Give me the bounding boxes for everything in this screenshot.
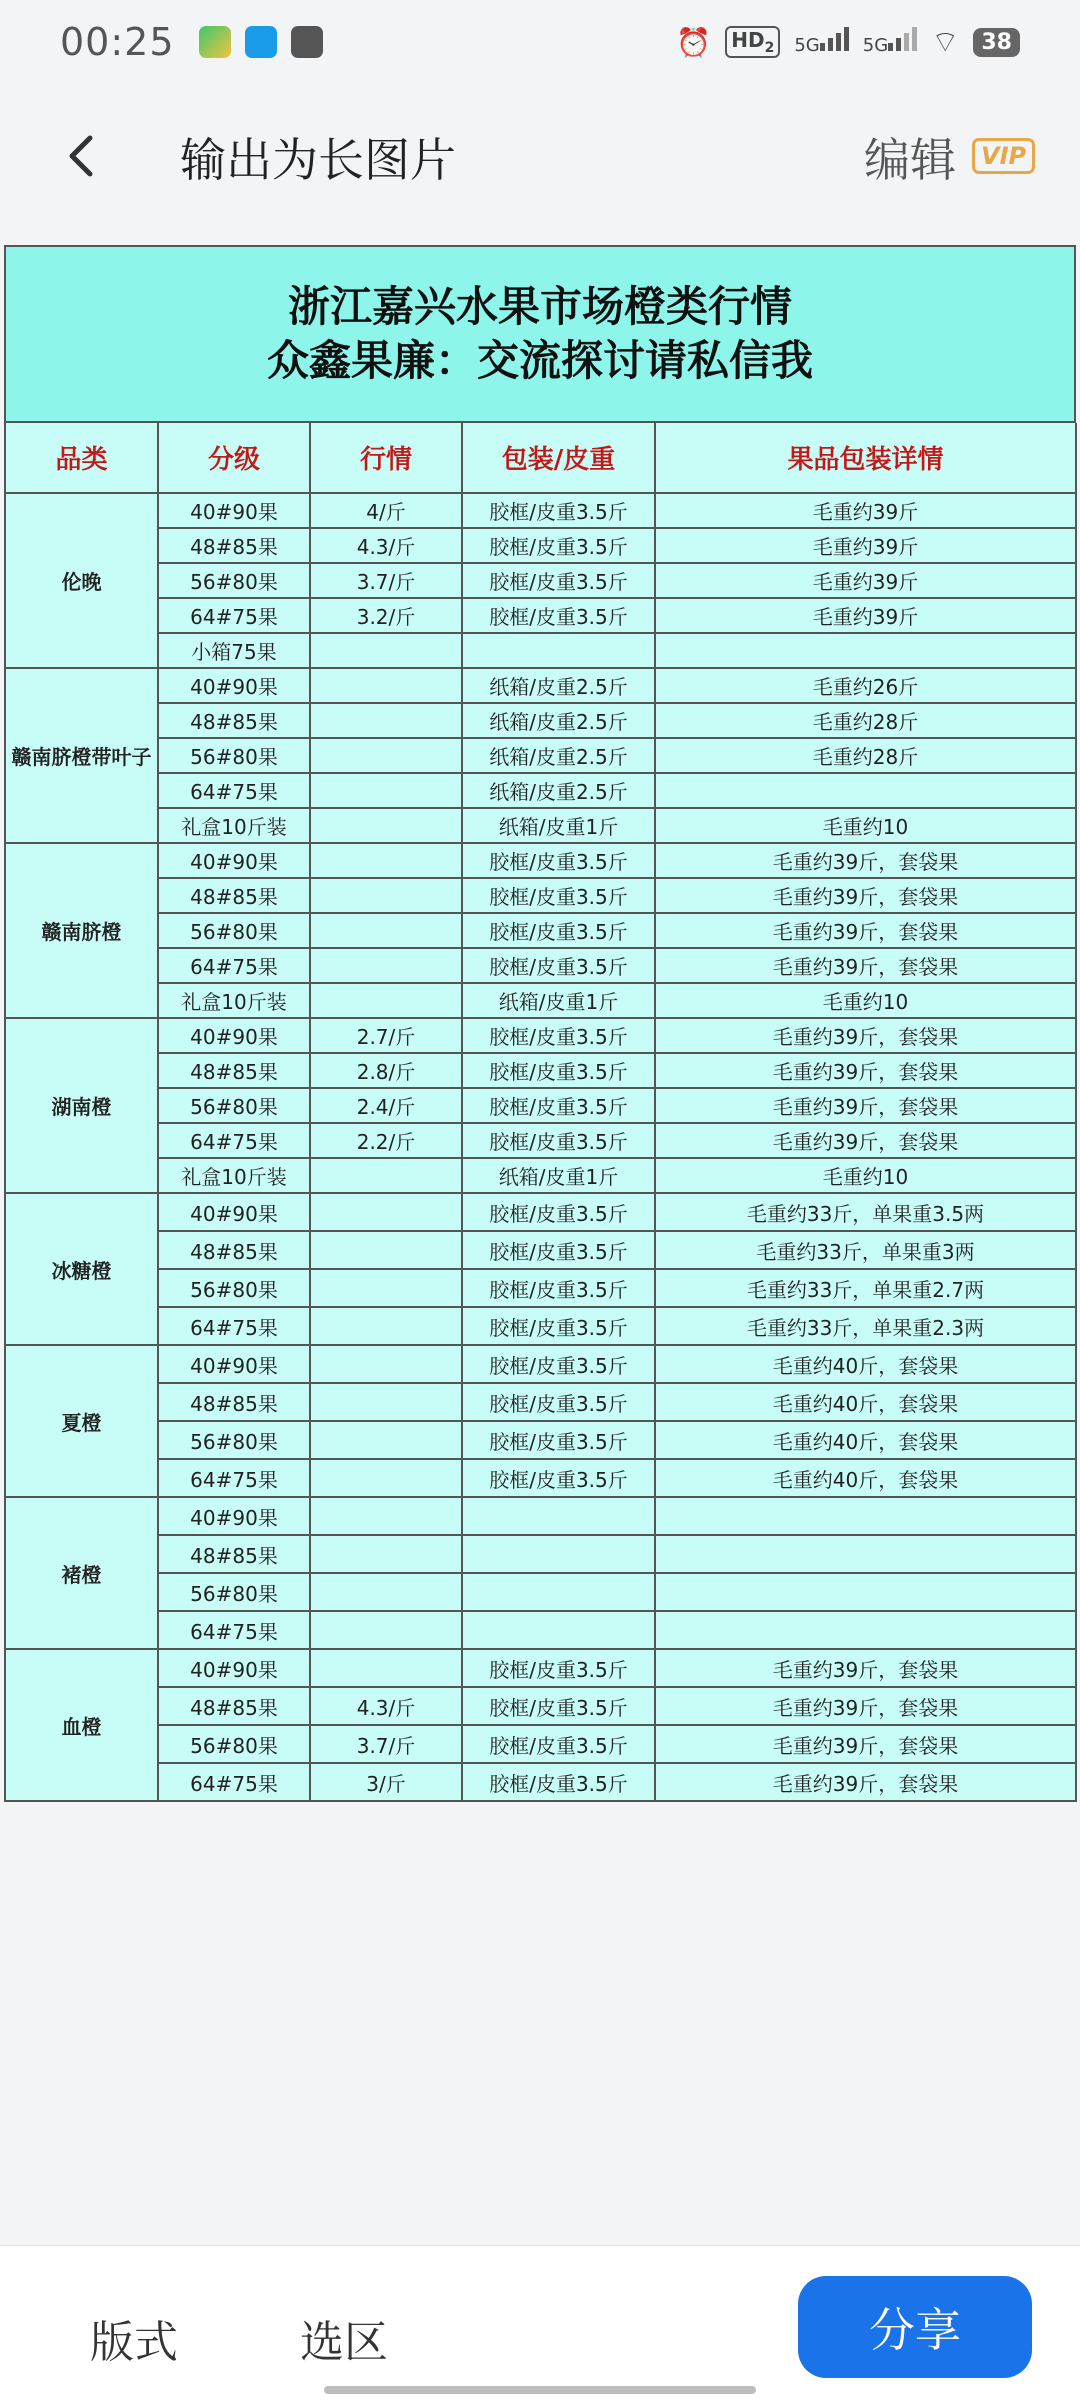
detail-cell: 毛重约40斤，套袋果: [655, 1345, 1076, 1383]
grade-cell: 48#85果: [158, 1231, 310, 1269]
table-row: [6, 598, 1076, 633]
price-cell: [310, 1383, 462, 1421]
packaging-cell: 胶框/皮重3.5斤: [462, 1231, 655, 1269]
grade-cell: 56#80果: [158, 913, 310, 948]
packaging-cell: 纸箱/皮重1斤: [462, 1158, 655, 1193]
page-title: 输出为长图片: [180, 133, 456, 187]
detail-cell: 毛重约39斤，套袋果: [655, 878, 1076, 913]
detail-cell: 毛重约33斤，单果重3两: [655, 1231, 1076, 1269]
price-cell: 2.7/斤: [310, 1018, 462, 1053]
detail-cell: 毛重约39斤，套袋果: [655, 843, 1076, 878]
grade-cell: 40#90果: [158, 1649, 310, 1687]
grade-cell: 56#80果: [158, 1573, 310, 1611]
price-cell: [310, 1345, 462, 1383]
price-cell: [310, 1158, 462, 1193]
grade-cell: 48#85果: [158, 878, 310, 913]
status-indicators: [676, 23, 1020, 61]
grade-cell: 40#90果: [158, 668, 310, 703]
packaging-cell: 胶框/皮重3.5斤: [462, 1459, 655, 1497]
table-row: [6, 1231, 1076, 1269]
detail-cell: [655, 1535, 1076, 1573]
packaging-cell: 纸箱/皮重2.5斤: [462, 703, 655, 738]
table-row: [6, 773, 1076, 808]
packaging-cell: 纸箱/皮重2.5斤: [462, 738, 655, 773]
detail-cell: 毛重约40斤，套袋果: [655, 1421, 1076, 1459]
detail-cell: 毛重约26斤: [655, 668, 1076, 703]
price-cell: [310, 983, 462, 1018]
packaging-cell: 纸箱/皮重1斤: [462, 983, 655, 1018]
category-cell: 冰糖橙: [6, 1193, 158, 1345]
table-row: [6, 1725, 1076, 1763]
grade-cell: 48#85果: [158, 1535, 310, 1573]
price-cell: [310, 913, 462, 948]
detail-cell: [655, 633, 1076, 668]
detail-cell: 毛重约39斤，套袋果: [655, 1123, 1076, 1158]
column-header: 果品包装详情: [655, 423, 1076, 493]
grade-cell: 48#85果: [158, 1053, 310, 1088]
price-cell: [310, 948, 462, 983]
packaging-cell: [462, 633, 655, 668]
table-row: [6, 1088, 1076, 1123]
hd-icon: $HD_2$: [725, 26, 780, 58]
detail-cell: 毛重约39斤，套袋果: [655, 1725, 1076, 1763]
price-cell: [310, 1269, 462, 1307]
price-cell: 2.4/斤: [310, 1088, 462, 1123]
grade-cell: 48#85果: [158, 528, 310, 563]
price-cell: 2.8/斤: [310, 1053, 462, 1088]
table-row: [6, 1611, 1076, 1649]
table-row: [6, 1307, 1076, 1345]
packaging-cell: 胶框/皮重3.5斤: [462, 913, 655, 948]
detail-cell: 毛重约39斤，套袋果: [655, 1687, 1076, 1725]
grade-cell: 礼盒10斤装: [158, 1158, 310, 1193]
alarm-icon: ⏰: [676, 25, 712, 59]
packaging-cell: 胶框/皮重3.5斤: [462, 1269, 655, 1307]
column-header: 包装/皮重: [462, 423, 655, 493]
price-cell: [310, 668, 462, 703]
detail-cell: 毛重约33斤，单果重3.5两: [655, 1193, 1076, 1231]
price-cell: [310, 1193, 462, 1231]
table-row: [6, 1459, 1076, 1497]
packaging-cell: 胶框/皮重3.5斤: [462, 1649, 655, 1687]
grade-cell: 64#75果: [158, 598, 310, 633]
grade-cell: 小箱75果: [158, 633, 310, 668]
table-row: [6, 1763, 1076, 1801]
grade-cell: 礼盒10斤装: [158, 983, 310, 1018]
browser-app-icon: [245, 26, 277, 58]
price-cell: 4.3/斤: [310, 528, 462, 563]
price-cell: [310, 738, 462, 773]
detail-cell: 毛重约39斤，套袋果: [655, 913, 1076, 948]
price-cell: [310, 1421, 462, 1459]
detail-cell: 毛重约33斤，单果重2.3两: [655, 1307, 1076, 1345]
grade-cell: 64#75果: [158, 1307, 310, 1345]
packaging-cell: 胶框/皮重3.5斤: [462, 598, 655, 633]
battery-icon: 38: [973, 28, 1020, 57]
price-cell: [310, 808, 462, 843]
table-row: [6, 493, 1076, 528]
price-cell: [310, 843, 462, 878]
table-row: [6, 983, 1076, 1018]
detail-cell: 毛重约39斤，套袋果: [655, 1018, 1076, 1053]
price-cell: 4/斤: [310, 493, 462, 528]
packaging-cell: 胶框/皮重3.5斤: [462, 563, 655, 598]
grade-cell: 56#80果: [158, 1725, 310, 1763]
packaging-cell: 胶框/皮重3.5斤: [462, 493, 655, 528]
price-cell: [310, 1611, 462, 1649]
packaging-cell: [462, 1611, 655, 1649]
flash-app-icon: [291, 26, 323, 58]
edit-button[interactable]: 编辑: [864, 133, 956, 187]
price-cell: [310, 1497, 462, 1535]
table-row: [6, 1497, 1076, 1535]
price-cell: [310, 1231, 462, 1269]
table-row: [6, 1383, 1076, 1421]
packaging-cell: 胶框/皮重3.5斤: [462, 1687, 655, 1725]
table-row: [6, 913, 1076, 948]
table-row: [6, 1649, 1076, 1687]
sheet-title: [6, 247, 1076, 423]
status-time: 00:25: [60, 20, 175, 64]
packaging-cell: 胶框/皮重3.5斤: [462, 528, 655, 563]
packaging-cell: 胶框/皮重3.5斤: [462, 948, 655, 983]
packaging-cell: 纸箱/皮重1斤: [462, 808, 655, 843]
detail-cell: [655, 1611, 1076, 1649]
detail-cell: 毛重约39斤: [655, 598, 1076, 633]
grade-cell: 56#80果: [158, 738, 310, 773]
column-header: 行情: [310, 423, 462, 493]
game-app-icon: [199, 26, 231, 58]
detail-cell: 毛重约39斤，套袋果: [655, 1649, 1076, 1687]
vip-badge: VIP: [972, 138, 1035, 174]
sheet-title-line-2: 众鑫果廉：交流探讨请私信我: [266, 336, 813, 385]
price-cell: [310, 878, 462, 913]
grade-cell: 64#75果: [158, 1459, 310, 1497]
detail-cell: 毛重约33斤，单果重2.7两: [655, 1269, 1076, 1307]
packaging-cell: 胶框/皮重3.5斤: [462, 1123, 655, 1158]
detail-cell: 毛重约28斤: [655, 703, 1076, 738]
packaging-cell: [462, 1535, 655, 1573]
layout-button[interactable]: 版式: [90, 2317, 178, 2368]
grade-cell: 40#90果: [158, 1497, 310, 1535]
table-row: [6, 1345, 1076, 1383]
table-row: [6, 1053, 1076, 1088]
home-indicator: [324, 2386, 756, 2394]
grade-cell: 56#80果: [158, 1269, 310, 1307]
packaging-cell: 胶框/皮重3.5斤: [462, 1053, 655, 1088]
grade-cell: 40#90果: [158, 1193, 310, 1231]
grade-cell: 56#80果: [158, 563, 310, 598]
table-header-row: [6, 423, 1076, 493]
bottom-bar: [0, 2245, 1080, 2400]
long-image-preview: [4, 245, 1076, 1802]
detail-cell: 毛重约10: [655, 983, 1076, 1018]
notification-icons: [199, 26, 323, 58]
grade-cell: 40#90果: [158, 493, 310, 528]
category-cell: 赣南脐橙: [6, 843, 158, 1018]
table-row: [6, 1573, 1076, 1611]
table-row: [6, 1123, 1076, 1158]
packaging-cell: 胶框/皮重3.5斤: [462, 1307, 655, 1345]
detail-cell: 毛重约39斤，套袋果: [655, 1053, 1076, 1088]
category-cell: 褚橙: [6, 1497, 158, 1649]
table-body: [6, 493, 1076, 1801]
category-cell: 血橙: [6, 1649, 158, 1801]
price-cell: 4.3/斤: [310, 1687, 462, 1725]
price-cell: 2.2/斤: [310, 1123, 462, 1158]
packaging-cell: 胶框/皮重3.5斤: [462, 1725, 655, 1763]
price-cell: [310, 773, 462, 808]
price-cell: [310, 703, 462, 738]
detail-cell: 毛重约40斤，套袋果: [655, 1459, 1076, 1497]
orange-price-table: [6, 423, 1077, 1802]
category-cell: 夏橙: [6, 1345, 158, 1497]
grade-cell: 40#90果: [158, 843, 310, 878]
column-header: 分级: [158, 423, 310, 493]
table-row: [6, 1535, 1076, 1573]
table-row: [6, 878, 1076, 913]
detail-cell: 毛重约39斤，套袋果: [655, 1763, 1076, 1801]
price-cell: [310, 633, 462, 668]
table-row: [6, 633, 1076, 668]
detail-cell: [655, 1497, 1076, 1535]
grade-cell: 64#75果: [158, 1123, 310, 1158]
back-button[interactable]: [56, 128, 112, 184]
detail-cell: [655, 773, 1076, 808]
table-row: [6, 808, 1076, 843]
grade-cell: 40#90果: [158, 1345, 310, 1383]
table-row: [6, 1269, 1076, 1307]
price-cell: [310, 1535, 462, 1573]
share-button[interactable]: 分享: [798, 2276, 1032, 2378]
table-row: [6, 1018, 1076, 1053]
grade-cell: 64#75果: [158, 1763, 310, 1801]
grade-cell: 48#85果: [158, 703, 310, 738]
detail-cell: 毛重约10: [655, 808, 1076, 843]
table-row: [6, 1687, 1076, 1725]
grade-cell: 64#75果: [158, 1611, 310, 1649]
packaging-cell: [462, 1497, 655, 1535]
table-row: [6, 738, 1076, 773]
price-cell: 3.7/斤: [310, 1725, 462, 1763]
detail-cell: 毛重约10: [655, 1158, 1076, 1193]
grade-cell: 56#80果: [158, 1421, 310, 1459]
column-header: 品类: [6, 423, 158, 493]
detail-cell: 毛重约39斤，套袋果: [655, 1088, 1076, 1123]
title-bar: [0, 84, 1080, 228]
table-row: [6, 1193, 1076, 1231]
table-row: [6, 1421, 1076, 1459]
grade-cell: 礼盒10斤装: [158, 808, 310, 843]
price-cell: 3.2/斤: [310, 598, 462, 633]
table-row: [6, 948, 1076, 983]
packaging-cell: [462, 1573, 655, 1611]
detail-cell: [655, 1573, 1076, 1611]
grade-cell: 56#80果: [158, 1088, 310, 1123]
packaging-cell: 胶框/皮重3.5斤: [462, 843, 655, 878]
price-cell: [310, 1459, 462, 1497]
grade-cell: 48#85果: [158, 1687, 310, 1725]
detail-cell: 毛重约39斤: [655, 528, 1076, 563]
detail-cell: 毛重约39斤: [655, 493, 1076, 528]
packaging-cell: 胶框/皮重3.5斤: [462, 1383, 655, 1421]
table-row: [6, 563, 1076, 598]
detail-cell: 毛重约28斤: [655, 738, 1076, 773]
select-area-button[interactable]: 选区: [300, 2317, 388, 2368]
table-row: [6, 843, 1076, 878]
price-cell: [310, 1649, 462, 1687]
table-row: [6, 1158, 1076, 1193]
grade-cell: 40#90果: [158, 1018, 310, 1053]
packaging-cell: 胶框/皮重3.5斤: [462, 1345, 655, 1383]
grade-cell: 64#75果: [158, 948, 310, 983]
packaging-cell: 胶框/皮重3.5斤: [462, 1018, 655, 1053]
price-cell: [310, 1307, 462, 1345]
sheet-title-line-1: 浙江嘉兴水果市场橙类行情: [287, 282, 792, 331]
table-row: [6, 703, 1076, 738]
detail-cell: 毛重约39斤，套袋果: [655, 948, 1076, 983]
price-cell: 3.7/斤: [310, 563, 462, 598]
signal-5g-icon: 5G: [794, 27, 848, 57]
price-cell: 3/斤: [310, 1763, 462, 1801]
packaging-cell: 胶框/皮重3.5斤: [462, 1421, 655, 1459]
packaging-cell: 纸箱/皮重2.5斤: [462, 668, 655, 703]
category-cell: 伦晚: [6, 493, 158, 668]
packaging-cell: 纸箱/皮重2.5斤: [462, 773, 655, 808]
packaging-cell: 胶框/皮重3.5斤: [462, 1088, 655, 1123]
grade-cell: 64#75果: [158, 773, 310, 808]
wifi-icon: ⌔: [931, 25, 960, 60]
packaging-cell: 胶框/皮重3.5斤: [462, 1193, 655, 1231]
signal-5g-icon-2: 5G: [863, 27, 917, 57]
table-row: [6, 668, 1076, 703]
chevron-left-icon: [56, 128, 112, 184]
status-bar: [0, 0, 1080, 84]
grade-cell: 48#85果: [158, 1383, 310, 1421]
detail-cell: 毛重约40斤，套袋果: [655, 1383, 1076, 1421]
detail-cell: 毛重约39斤: [655, 563, 1076, 598]
table-row: [6, 528, 1076, 563]
packaging-cell: 胶框/皮重3.5斤: [462, 1763, 655, 1801]
price-cell: [310, 1573, 462, 1611]
category-cell: 赣南脐橙带叶子: [6, 668, 158, 843]
packaging-cell: 胶框/皮重3.5斤: [462, 878, 655, 913]
category-cell: 湖南橙: [6, 1018, 158, 1193]
